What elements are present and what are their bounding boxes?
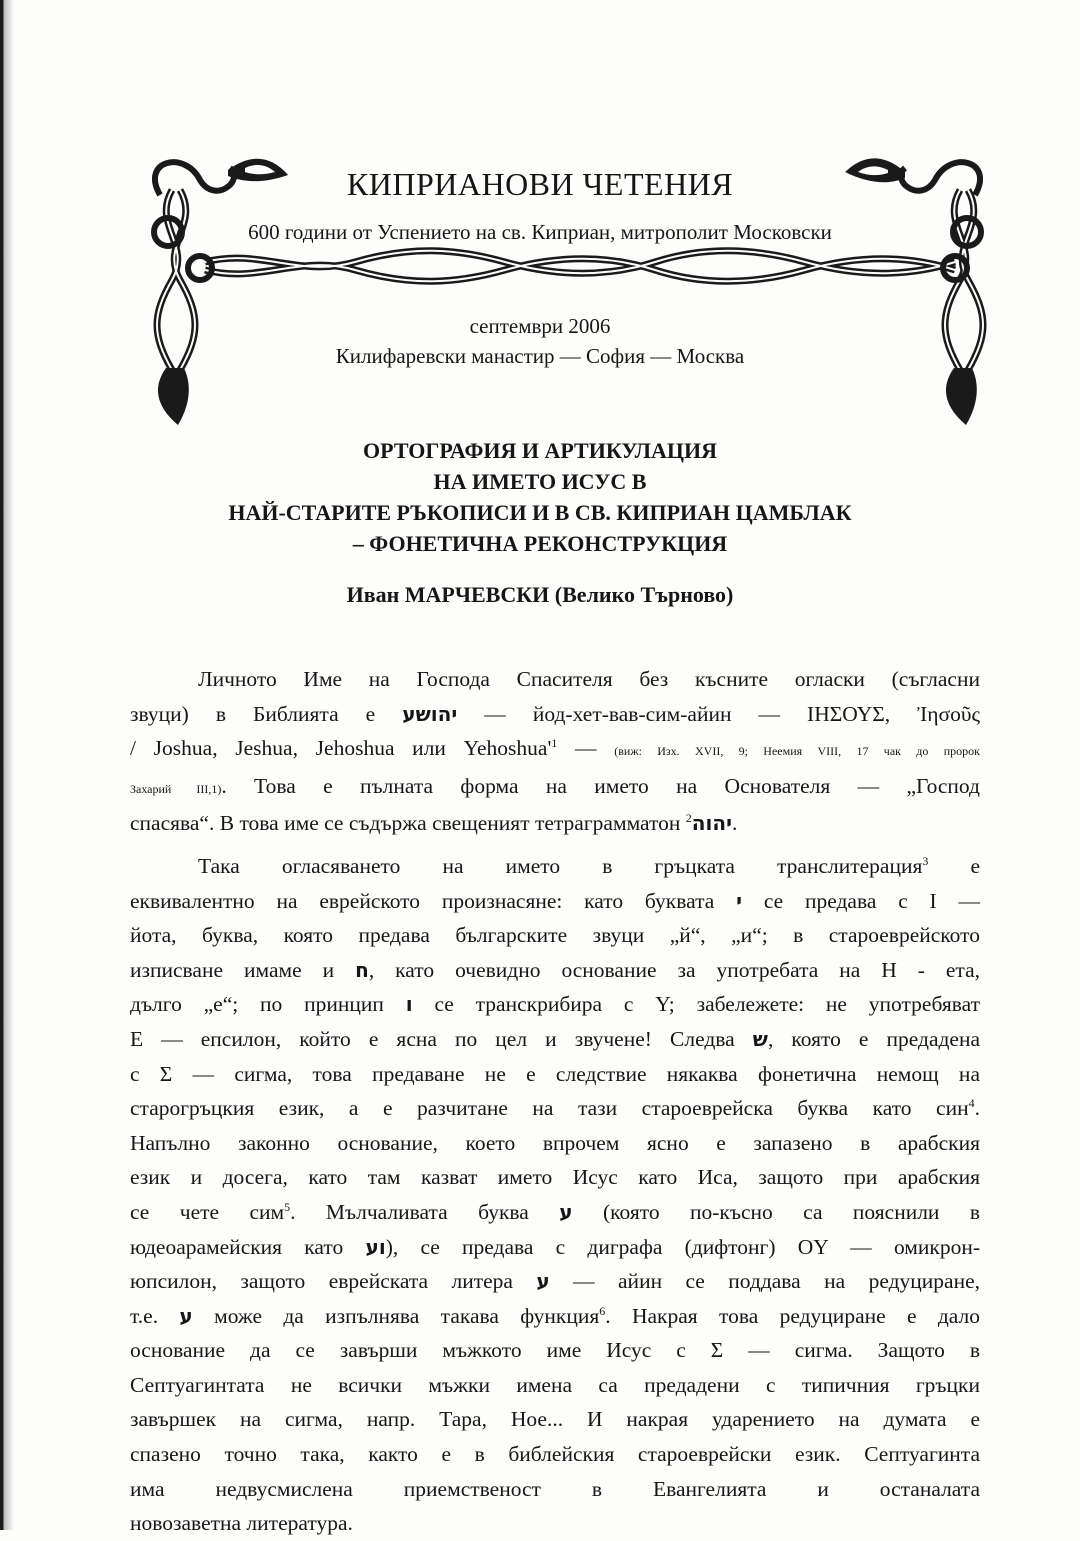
text-line: изписване имаме и ח, като очевидно основание за употребата на H - ета, [130,957,980,982]
text-line: новозаветна литература. [130,1511,353,1536]
scripture-reference: (виж: Изх. XVII, 9; Неемия VIII, 17 чак до пророк [614,744,980,759]
conference-title: КИПРИАНОВИ ЧЕТЕНИЯ [346,166,734,202]
hebrew-tetragrammaton: יהוה [691,811,732,836]
hebrew-letter: ע [559,1199,573,1224]
footnote-ref: 6 [599,1303,606,1318]
article-title-line: НА ИМЕТО ИСУС В [433,469,647,494]
article-title-line: ОРТОГРАФИЯ И АРТИКУЛАЦИЯ [363,438,717,463]
text-line: юпсилон, защото еврейската литера ע — айин се поддава на редуциране, [130,1269,981,1294]
hebrew-letter: ע [179,1303,193,1328]
text-line: Личното Име на Господа Спасителя без късните огласки (съгласни [198,667,980,691]
hebrew-name: יהושע [402,701,458,726]
hebrew-letter: ו [405,992,413,1017]
conference-header [0,0,1080,430]
text-line: старогръцкия език, а е разчитане на тази староеврейска буква като син$^4$. [130,1095,980,1121]
text-line: Захарий III,1). Това е пълната форма на името на Основателя — „Господ [130,773,980,798]
text-line: т.е. ע може да изпълнява такава функция$^6$. Накрая това редуциране е дало [130,1303,981,1328]
text-line: Септуагинтата не всички мъжки имена са предадени с типичния гръцки [130,1372,980,1397]
footnote-ref: 1 [551,736,558,751]
conference-date: септември 2006 [469,314,611,338]
text-line: с Σ — сигма, това предаване не е следствие някаква фонетична немощ на [130,1061,980,1086]
text-line: / Joshua, Jeshua, Jehoshua или $Yehoshua'^1$ — (виж: Изх. XVII, 9; Неемия VIII, 17 чак до пророк [130,736,980,761]
hebrew-letter: וע [365,1234,386,1259]
text-line: спасява“. В това име се съдържа свещеният тетраграмматон יהוה$^2$ . [130,811,738,836]
footnote-ref: 2 [685,811,692,826]
text-line: език и досега, като там казват името Исус като Иса, защото при арабския [130,1165,980,1190]
footnote-ref: 5 [284,1199,291,1214]
text-line: Напълно законно основание, което впрочем ясно е запазено в арабския [130,1130,980,1155]
text-line: спазено точно така, както е в библейския староеврейски език. Септуагинта [130,1442,980,1467]
text-line: еквивалентно на еврейското произнасяне: като буквата י се предава с I — [130,888,981,913]
article-author: Иван МАРЧЕВСКИ (Велико Търново) [346,582,734,607]
text-line: завършек на сигма, напр. Тара, Ное... И накрая ударението на думата е [130,1407,980,1432]
paragraph-2 [130,849,980,1541]
article-title-line: НАЙ-СТАРИТЕ РЪКОПИСИ И В СВ. КИПРИАН ЦАМБЛАК [228,500,852,525]
text-line: йота, буква, която предава българските звуци „й“, „и“; в староеврейското [130,923,980,948]
conference-subtitle: 600 години от Успението на св. Киприан, митрополит Московски [248,220,832,244]
paragraph-1 [130,662,980,841]
text-line: има недвусмислена приемственост в Евангелията и останалата [130,1476,980,1501]
text-line: E — епсилон, който е ясна по цел и звучене! Следва ש, която е предадена [130,1026,981,1051]
text-line: се чете сим$^5$. Мълчаливата буква ע (която по-късно са пояснили в [130,1199,980,1224]
hebrew-letter: ש [752,1026,768,1051]
scripture-reference: Захарий III,1) [130,781,222,796]
text-line: звуци) в Библията е יהושע — йод-хет-вав-сим-айин — ΙΗΣΟΥΣ, Ἰησοῦς [130,701,981,726]
article-title [0,435,1080,559]
hebrew-letter: ע [536,1269,550,1294]
conference-places: Килифаревски манастир — София — Москва [335,344,745,368]
article-title-line: – ФОНЕТИЧНА РЕКОНСТРУКЦИЯ [352,531,728,556]
text-line: Така огласяването на името в гръцката транслитерация$^3$ е [198,853,980,878]
footnote-ref: 4 [968,1095,975,1110]
text-line: юдеоарамейския като וע), се предава с диграфа (дифтонг) OY — омикрон- [130,1234,981,1259]
hebrew-letter: ח [355,957,369,982]
article-body [130,662,980,1541]
text-line: основание да се завърши мъжкото име Исус с Σ — сигма. Защото в [130,1338,980,1363]
text-line: дълго „е“; по принцип ו се транскрибира с Y; забележете: не употребяват [130,992,981,1017]
hebrew-letter: י [736,888,743,913]
footnote-ref: 3 [922,853,929,868]
